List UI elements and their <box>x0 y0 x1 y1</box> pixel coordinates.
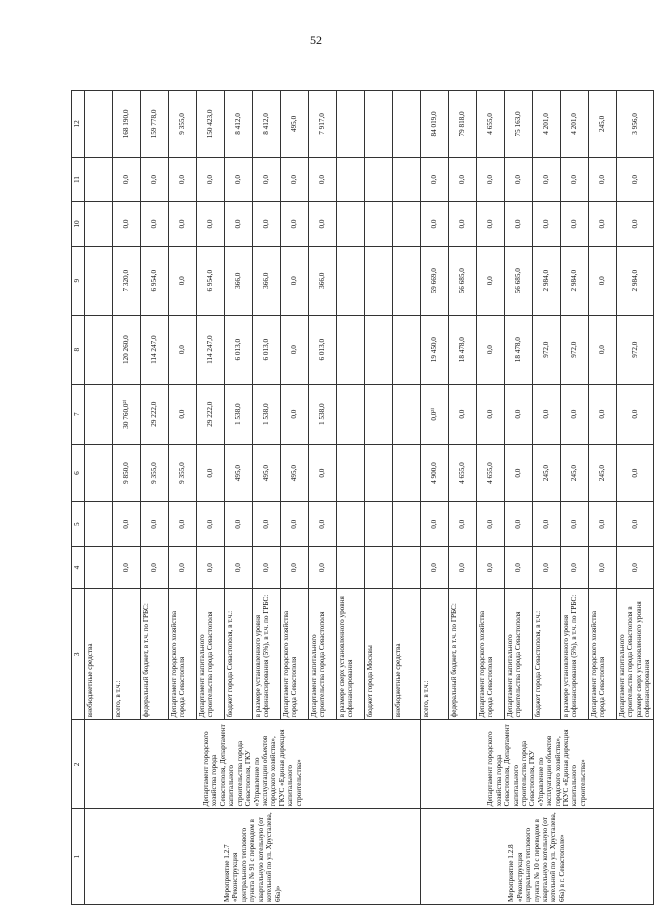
value-cell: 0,0 <box>197 502 225 546</box>
value-cell <box>365 502 393 546</box>
value-cell: 366,0 <box>309 246 337 315</box>
value-cell: 3 956,0 <box>617 91 654 158</box>
value-cell: 0,0 <box>225 157 253 201</box>
column-header: 9 <box>72 246 85 315</box>
value-cell: 120 260,0 <box>113 315 141 384</box>
value-cell: 6 013,0 <box>309 315 337 384</box>
value-cell <box>393 502 421 546</box>
value-cell: 0,0 <box>281 246 309 315</box>
value-cell <box>365 315 393 384</box>
value-cell: 0,0 <box>421 546 449 588</box>
value-cell: 84 019,0 <box>421 91 449 158</box>
value-cell: 30 760,0²⁾ <box>113 384 141 444</box>
value-cell: 9 850,0 <box>113 444 141 502</box>
value-cell: 0,0 <box>561 202 589 246</box>
rotated-table-container <box>71 90 652 905</box>
value-cell: 29 222,0 <box>197 384 225 444</box>
value-cell <box>85 157 113 201</box>
value-cell: 4 655,0 <box>449 444 477 502</box>
value-cell: 0,0 <box>617 502 654 546</box>
value-cell: 972,0 <box>533 315 561 384</box>
value-cell: 0,0 <box>477 384 505 444</box>
value-cell: 0,0 <box>281 384 309 444</box>
value-cell: 0,0 <box>505 502 533 546</box>
source-cell: всего, в т.ч.: <box>113 589 141 720</box>
source-cell: бюджет города Москвы <box>365 589 393 720</box>
value-cell: 0,0 <box>449 157 477 201</box>
value-cell: 6 013,0 <box>225 315 253 384</box>
value-cell: 0,0 <box>253 502 281 546</box>
value-cell: 0,0 <box>617 202 654 246</box>
value-cell: 1 538,0 <box>253 384 281 444</box>
value-cell: 1 538,0 <box>309 384 337 444</box>
value-cell: 4 201,0 <box>533 91 561 158</box>
measure-cell: Мероприятие 1.2.7 «Реконструкция центрального теплового пункта № 91 с переводом в квартальную котельную (от котельной по ул. Хрусталева, 66а)» <box>85 809 421 905</box>
value-cell: 168 190,0 <box>113 91 141 158</box>
value-cell <box>393 315 421 384</box>
value-cell: 0,0 <box>113 546 141 588</box>
value-cell: 0,0 <box>169 315 197 384</box>
value-cell <box>393 444 421 502</box>
value-cell: 29 222,0 <box>141 384 169 444</box>
value-cell: 56 685,0 <box>449 246 477 315</box>
value-cell: 0,0 <box>169 502 197 546</box>
source-cell: бюджет города Севастополя, в т.ч.: <box>225 589 253 720</box>
value-cell: 0,0 <box>505 202 533 246</box>
value-cell <box>85 315 113 384</box>
value-cell: 0,0 <box>561 502 589 546</box>
value-cell <box>393 157 421 201</box>
value-cell <box>365 202 393 246</box>
value-cell <box>337 444 365 502</box>
value-cell: 56 685,0 <box>505 246 533 315</box>
value-cell: 245,0 <box>589 91 617 158</box>
value-cell: 0,0 <box>477 546 505 588</box>
value-cell: 0,0 <box>477 502 505 546</box>
value-cell: 0,0 <box>281 546 309 588</box>
value-cell: 0,0 <box>141 202 169 246</box>
value-cell: 9 355,0 <box>141 444 169 502</box>
value-cell <box>365 546 393 588</box>
value-cell: 0,0 <box>589 502 617 546</box>
source-cell: внебюджетные средства <box>85 589 113 720</box>
value-cell: 972,0 <box>617 315 654 384</box>
header-row <box>72 91 85 905</box>
value-cell <box>85 202 113 246</box>
value-cell: 0,0 <box>533 546 561 588</box>
measure-cell: Мероприятие 1.2.8 «Реконструкция центрального теплового пункта № 10 с переводом в квартальную котельную (от котельной по ул. Хрусталева, 66а) в г. Севастополе» <box>421 809 654 905</box>
value-cell <box>337 315 365 384</box>
value-cell: 0,0 <box>197 157 225 201</box>
value-cell: 114 247,0 <box>141 315 169 384</box>
value-cell: 0,0 <box>197 444 225 502</box>
source-cell: в размере установленного уровня софинансирования (5%), в т.ч. по ГРБС: <box>253 589 281 720</box>
value-cell: 0,0 <box>169 246 197 315</box>
value-cell: 7 320,0 <box>113 246 141 315</box>
value-cell: 0,0 <box>505 444 533 502</box>
value-cell: 0,0 <box>309 444 337 502</box>
value-cell: 0,0 <box>253 546 281 588</box>
value-cell: 0,0 <box>141 502 169 546</box>
value-cell: 4 655,0 <box>477 444 505 502</box>
column-header: 8 <box>72 315 85 384</box>
source-cell: Департамент капитального строительства города Севастополя <box>309 589 337 720</box>
value-cell <box>365 384 393 444</box>
value-cell: 245,0 <box>533 444 561 502</box>
value-cell: 75 163,0 <box>505 91 533 158</box>
value-cell: 0,0 <box>169 546 197 588</box>
value-cell: 0,0 <box>617 157 654 201</box>
value-cell: 19 450,0 <box>421 315 449 384</box>
value-cell: 6 013,0 <box>253 315 281 384</box>
value-cell: 0,0 <box>197 546 225 588</box>
value-cell <box>85 246 113 315</box>
value-cell: 0,0 <box>477 157 505 201</box>
value-cell: 0,0 <box>309 546 337 588</box>
value-cell: 0,0 <box>225 202 253 246</box>
source-cell: Департамент городского хозяйства города Севастополя <box>281 589 309 720</box>
value-cell: 495,0 <box>281 91 309 158</box>
value-cell <box>337 502 365 546</box>
source-cell: внебюджетные средства <box>393 589 421 720</box>
value-cell <box>365 246 393 315</box>
value-cell: 0,0 <box>589 315 617 384</box>
value-cell <box>393 384 421 444</box>
value-cell: 2 984,0 <box>533 246 561 315</box>
value-cell: 0,0 <box>169 202 197 246</box>
value-cell <box>85 91 113 158</box>
value-cell <box>393 546 421 588</box>
value-cell: 495,0 <box>253 444 281 502</box>
value-cell: 18 478,0 <box>449 315 477 384</box>
value-cell: 0,0 <box>533 202 561 246</box>
value-cell: 0,0 <box>617 444 654 502</box>
value-cell: 0,0 <box>505 546 533 588</box>
column-header: 10 <box>72 202 85 246</box>
source-cell: в размере сверх установленного уровня софинансирования <box>337 589 365 720</box>
value-cell: 0,0 <box>141 546 169 588</box>
value-cell: 0,0 <box>561 546 589 588</box>
value-cell: 0,0 <box>309 202 337 246</box>
value-cell: 6 954,0 <box>141 246 169 315</box>
value-cell <box>85 384 113 444</box>
column-header: 12 <box>72 91 85 158</box>
value-cell: 0,0 <box>589 384 617 444</box>
value-cell: 18 478,0 <box>505 315 533 384</box>
value-cell: 9 355,0 <box>169 91 197 158</box>
value-cell <box>337 246 365 315</box>
source-cell: Департамент городского хозяйства города Севастополя <box>477 589 505 720</box>
value-cell: 0,0 <box>141 157 169 201</box>
value-cell: 0,0 <box>477 202 505 246</box>
value-cell: 0,0 <box>113 157 141 201</box>
value-cell: 0,0 <box>449 502 477 546</box>
value-cell: 0,0 <box>113 202 141 246</box>
value-cell: 0,0 <box>589 246 617 315</box>
value-cell: 0,0 <box>253 157 281 201</box>
value-cell: 0,0 <box>477 246 505 315</box>
value-cell: 0,0 <box>533 502 561 546</box>
value-cell: 0,0 <box>449 202 477 246</box>
value-cell: 495,0 <box>281 444 309 502</box>
column-header: 2 <box>72 720 85 809</box>
value-cell: 159 778,0 <box>141 91 169 158</box>
value-cell: 2 984,0 <box>617 246 654 315</box>
value-cell <box>337 202 365 246</box>
value-cell: 1 538,0 <box>225 384 253 444</box>
value-cell: 79 818,0 <box>449 91 477 158</box>
value-cell: 0,0 <box>225 546 253 588</box>
value-cell: 0,0 <box>253 202 281 246</box>
value-cell <box>365 157 393 201</box>
value-cell: 8 412,0 <box>225 91 253 158</box>
value-cell: 0,0 <box>505 384 533 444</box>
value-cell <box>337 546 365 588</box>
value-cell: 0,0 <box>533 157 561 201</box>
source-cell: в размере установленного уровня софинансирования (5%), в т.ч. по ГРБС: <box>561 589 589 720</box>
value-cell: 245,0 <box>561 444 589 502</box>
value-cell: 245,0 <box>589 444 617 502</box>
value-cell: 0,0 <box>449 384 477 444</box>
value-cell: 0,0 <box>281 502 309 546</box>
value-cell: 59 669,0 <box>421 246 449 315</box>
value-cell <box>85 546 113 588</box>
table-row <box>85 91 113 905</box>
value-cell: 0,0 <box>617 546 654 588</box>
value-cell: 2 984,0 <box>561 246 589 315</box>
column-header: 6 <box>72 444 85 502</box>
value-cell: 150 423,0 <box>197 91 225 158</box>
budget-table <box>71 90 654 905</box>
value-cell: 0,0 <box>309 157 337 201</box>
source-cell: всего, в т.ч.: <box>421 589 449 720</box>
page-number: 52 <box>310 33 322 47</box>
value-cell: 0,0 <box>561 384 589 444</box>
value-cell <box>365 444 393 502</box>
value-cell: 0,0 <box>561 157 589 201</box>
value-cell: 495,0 <box>225 444 253 502</box>
value-cell: 0,0 <box>421 202 449 246</box>
table-row <box>421 91 449 905</box>
value-cell: 0,0 <box>589 202 617 246</box>
value-cell: 0,0 <box>589 157 617 201</box>
value-cell: 4 201,0 <box>561 91 589 158</box>
column-header: 5 <box>72 502 85 546</box>
value-cell <box>85 502 113 546</box>
column-header: 7 <box>72 384 85 444</box>
value-cell <box>365 91 393 158</box>
executor-cell: Департамент городского хозяйства города Севастополя, Департамент капитального строительства города Севастополя, ГКУ «Управление по эксплуатации объектов городского хозяйства», ГКУС «Единая дирекция капитального строительства» <box>421 720 654 809</box>
value-cell: 0,0 <box>477 315 505 384</box>
value-cell: 0,0 <box>505 157 533 201</box>
value-cell: 0,0 <box>169 384 197 444</box>
source-cell: Департамент городского хозяйства города Севастополя <box>169 589 197 720</box>
source-cell: Департамент капитального строительства города Севастополя <box>197 589 225 720</box>
value-cell: 0,0 <box>533 384 561 444</box>
column-header: 11 <box>72 157 85 201</box>
value-cell: 0,0 <box>617 384 654 444</box>
value-cell <box>393 91 421 158</box>
value-cell: 0,0 <box>281 315 309 384</box>
value-cell: 0,0 <box>589 546 617 588</box>
value-cell <box>337 384 365 444</box>
value-cell: 366,0 <box>253 246 281 315</box>
column-header: 1 <box>72 809 85 905</box>
value-cell: 972,0 <box>561 315 589 384</box>
source-cell: федеральный бюджет, в т.ч. по ГРБС: <box>449 589 477 720</box>
column-header: 3 <box>72 589 85 720</box>
value-cell: 9 355,0 <box>169 444 197 502</box>
value-cell <box>393 246 421 315</box>
value-cell: 0,0 <box>421 502 449 546</box>
value-cell <box>393 202 421 246</box>
value-cell: 0,0³⁾ <box>421 384 449 444</box>
source-cell: Департамент капитального строительства города Севастополя <box>505 589 533 720</box>
value-cell: 8 412,0 <box>253 91 281 158</box>
column-header: 4 <box>72 546 85 588</box>
value-cell: 0,0 <box>281 202 309 246</box>
value-cell <box>337 157 365 201</box>
source-cell: Департамент городского хозяйства города Севастополя <box>589 589 617 720</box>
value-cell: 4 900,0 <box>421 444 449 502</box>
value-cell: 7 917,0 <box>309 91 337 158</box>
value-cell: 0,0 <box>113 502 141 546</box>
value-cell: 114 247,0 <box>197 315 225 384</box>
source-cell: бюджет города Севастополя, в т.ч.: <box>533 589 561 720</box>
value-cell: 4 655,0 <box>477 91 505 158</box>
value-cell: 0,0 <box>281 157 309 201</box>
source-cell: федеральный бюджет, в т.ч. по ГРБС: <box>141 589 169 720</box>
executor-cell: Департамент городского хозяйства города Севастополя, Департамент капитального строительства города Севастополя, ГКУ «Управление по эксплуатации объектов городского хозяйства», ГКУС «Единая дирекция капитального строительства» <box>85 720 421 809</box>
value-cell <box>337 91 365 158</box>
value-cell: 6 954,0 <box>197 246 225 315</box>
value-cell: 0,0 <box>225 502 253 546</box>
value-cell: 366,0 <box>225 246 253 315</box>
value-cell: 0,0 <box>421 157 449 201</box>
value-cell: 0,0 <box>449 546 477 588</box>
source-cell: Департамент капитального строительства города Севастополя в размере сверх установленного уровня софинансирования <box>617 589 654 720</box>
value-cell: 0,0 <box>197 202 225 246</box>
value-cell: 0,0 <box>169 157 197 201</box>
value-cell: 0,0 <box>309 502 337 546</box>
value-cell <box>85 444 113 502</box>
